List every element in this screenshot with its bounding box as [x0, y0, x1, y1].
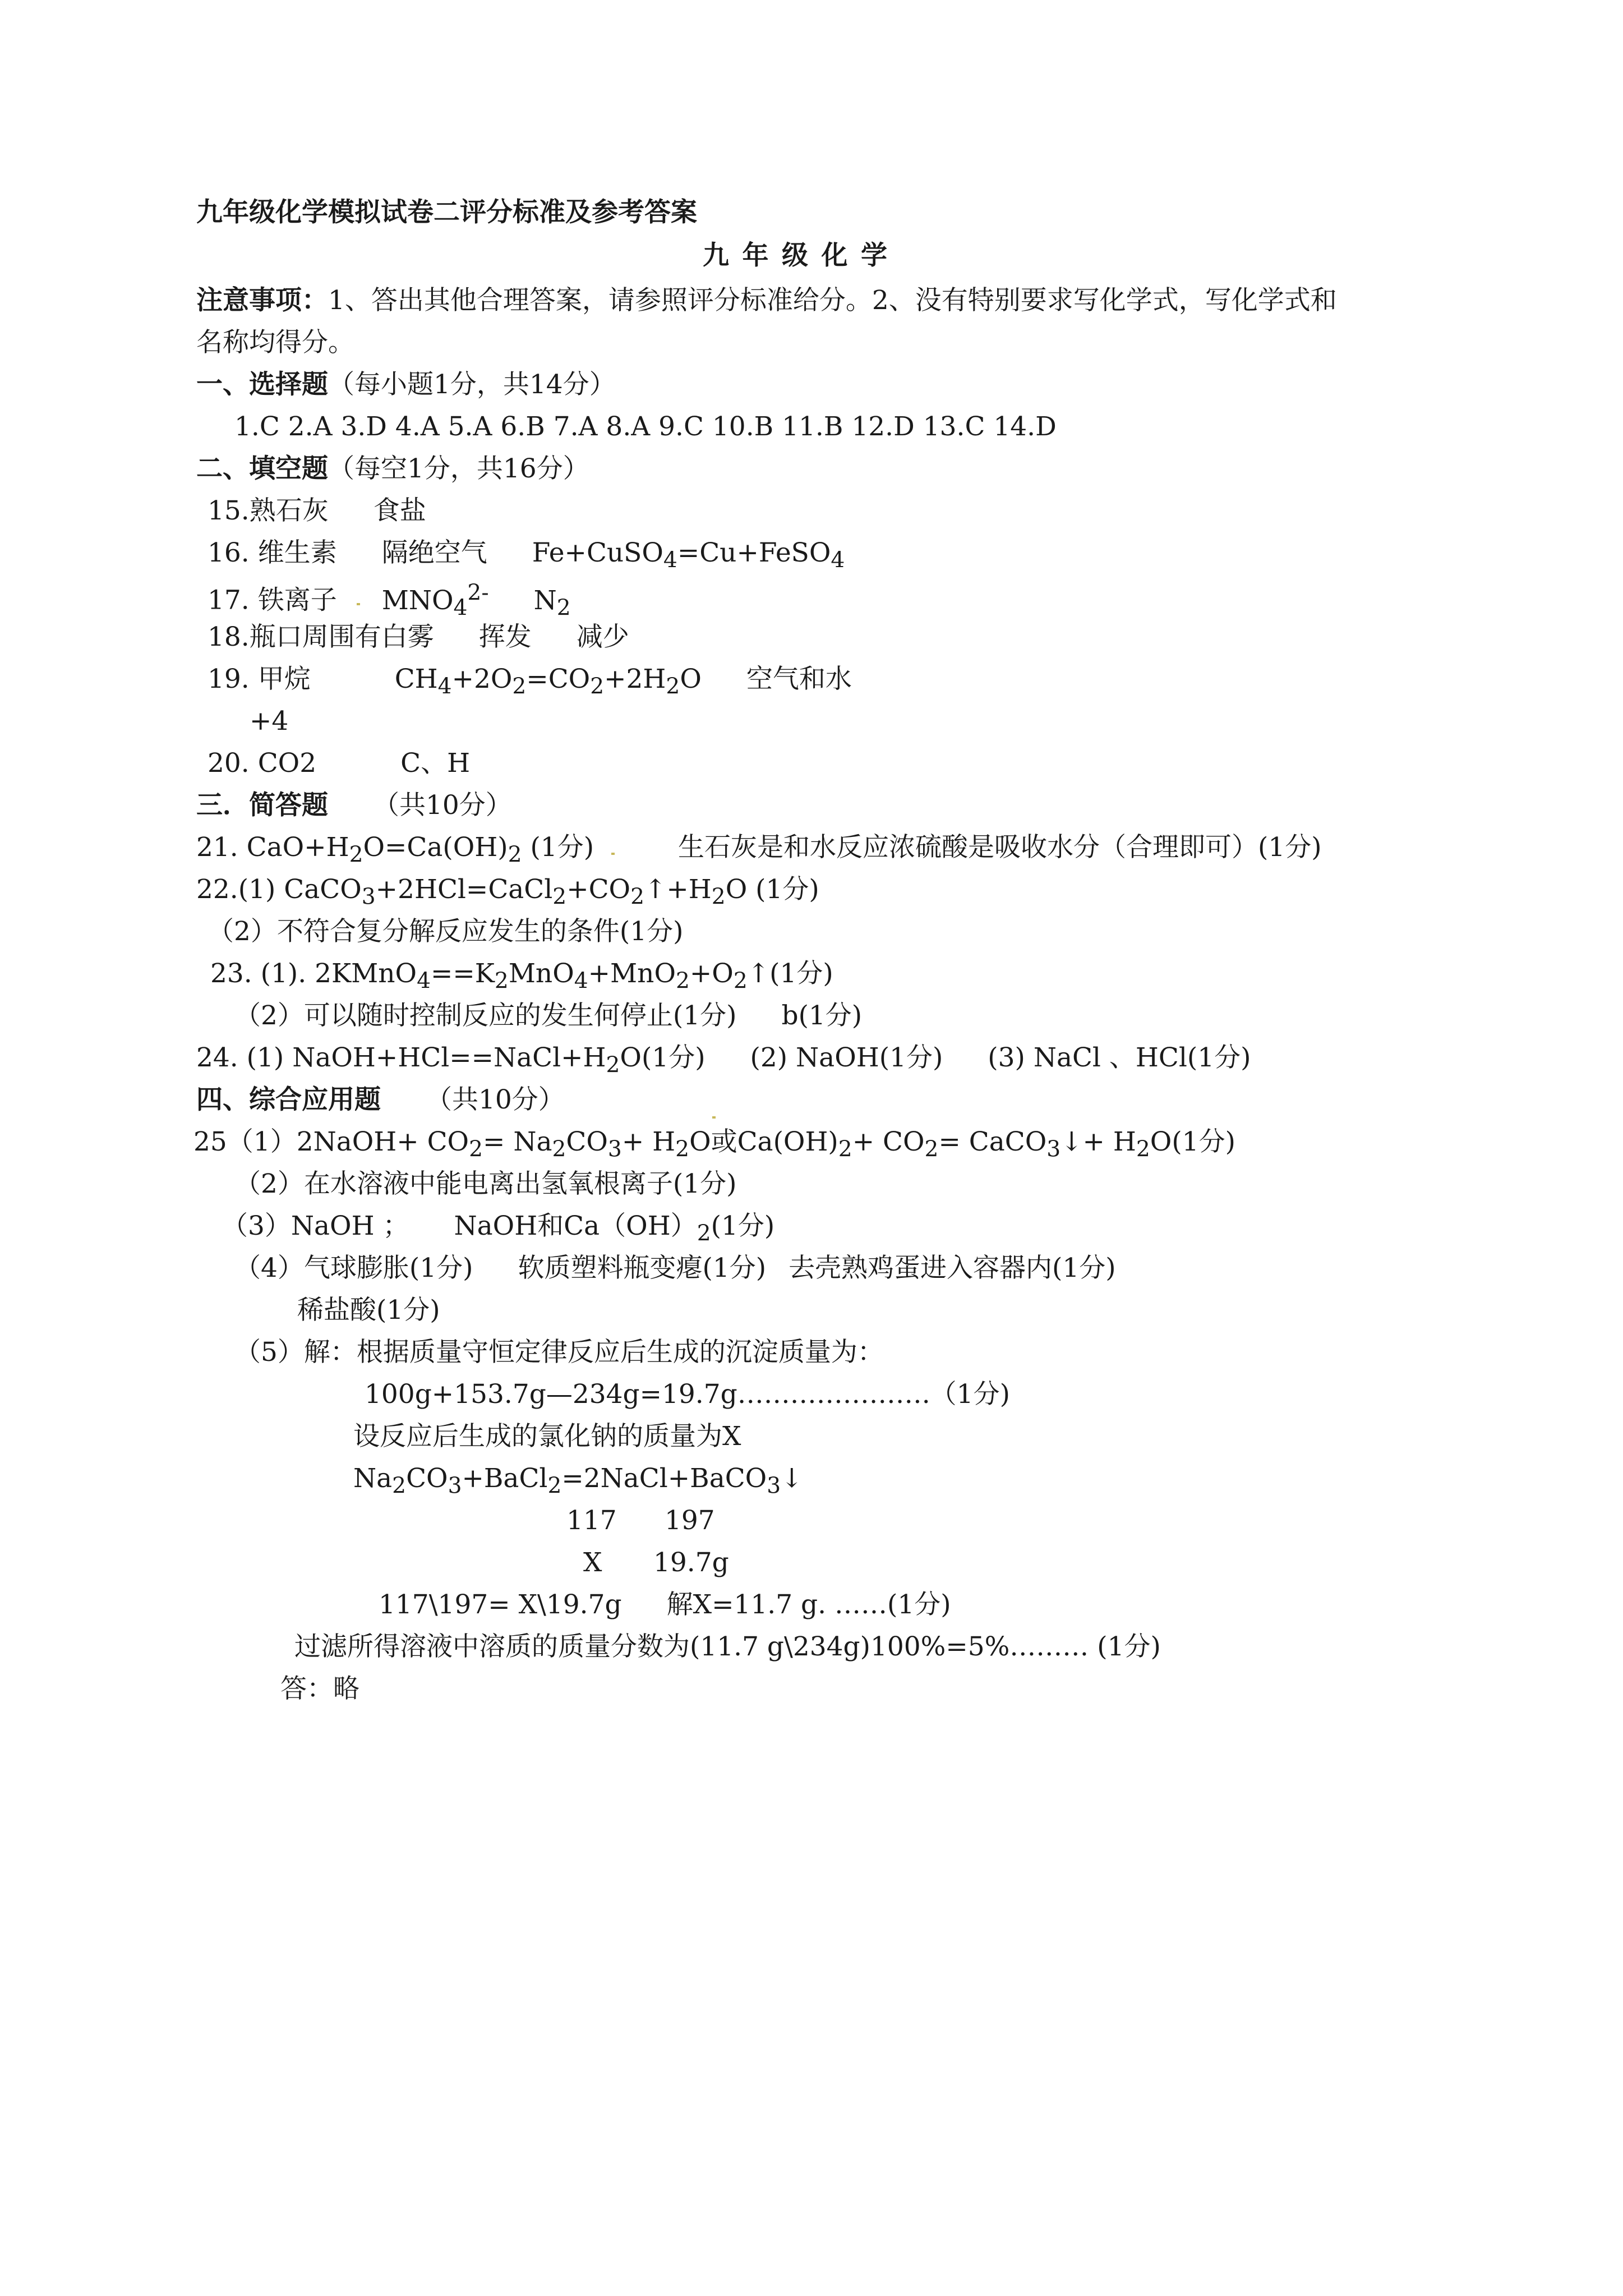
q22-part-2: （2）不符合复分解反应发生的条件(1分): [208, 916, 684, 947]
q18-num: 18.: [208, 622, 250, 652]
q25-part-5: （5）解：根据质量守恒定律反应后生成的沉淀质量为：: [234, 1337, 884, 1368]
q20-line: [208, 748, 471, 779]
calc-known-mass: 19.7g: [653, 1547, 729, 1578]
q25-part-2: （2）在水溶液中能电离出氢氧根离子(1分): [234, 1168, 737, 1199]
section-1-answers: 1.C 2.A 3.D 4.A 5.A 6.B 7.A 8.A 9.C 10.B 11.B 12.D 13.C 14.D: [234, 411, 1057, 442]
q15-answer-a: 熟石灰: [249, 495, 329, 526]
calc-solution: 解X=11.7 g. ……(1分): [666, 1589, 951, 1620]
calc-assume-line: 设反应后生成的氯化钠的质量为X: [353, 1421, 741, 1452]
notice-text-1: 1、答出其他合理答案，请参照评分标准给分。2、没有特别要求写化学式，写化学式和: [328, 285, 1337, 316]
calc-equation: $Na_2CO_3+BaCl_2=2NaCl+BaCO_3↓$: [353, 1463, 803, 1499]
q18-answer-b: 挥发: [478, 622, 532, 652]
q23-part-2-b: b(1分): [781, 1000, 863, 1031]
scan-speck: [357, 603, 360, 605]
q19-answer-b: $CH_4+2O_2=CO_2+2H_2O$: [394, 664, 702, 700]
section-3-note: （共10分）: [373, 790, 512, 821]
q23-part-2: [234, 1002, 862, 1029]
calc-unknown-x: X: [583, 1547, 602, 1578]
q19-answer-c: 空气和水: [746, 664, 852, 694]
q25-part-4-c: 去壳熟鸡蛋进入容器内(1分): [789, 1253, 1116, 1283]
subject-heading: 九年级化学: [703, 240, 901, 271]
q25-part-3: [222, 1213, 774, 1245]
calc-percent-line: 过滤所得溶液中溶质的质量分数为(11.7 g\234g)100%=5%……… (1分): [294, 1631, 1161, 1662]
notice-line-1: [196, 287, 1337, 314]
section-1-note: （每小题1分，共14分）: [328, 369, 616, 400]
q18-line: [208, 624, 629, 650]
q22-part-1: 22.(1) $CaCO_3+2HCl=CaCl_2+CO_2↑+H_2O$ (1分): [196, 874, 819, 910]
calc-ratio: 117\197= X\19.7g: [379, 1589, 622, 1620]
q21-answer-explanation: 生石灰是和水反应浓硫酸是吸收水分（合理即可）(1分): [678, 832, 1322, 863]
section-2-note: （每空1分，共16分）: [328, 453, 589, 484]
q25-part-4: [234, 1255, 1116, 1281]
q15-line: [208, 495, 426, 526]
q19-line: [208, 666, 852, 698]
answer-line: 答：略: [280, 1673, 359, 1704]
section-4-heading: 四、综合应用题: [196, 1084, 381, 1115]
q19-extra: +4: [250, 706, 289, 737]
section-3-heading-line: [196, 790, 512, 821]
calc-ratio-line: [379, 1591, 951, 1618]
section-1-heading: 一、选择题: [196, 369, 328, 400]
q25-part-3-a: （3）NaOH ；: [222, 1211, 409, 1241]
q24-part-2: (2) NaOH(1分): [750, 1042, 943, 1073]
calc-mass-line: 100g+153.7g—234g=19.7g………………….（1分): [365, 1379, 1010, 1410]
scan-speck: [712, 1116, 716, 1119]
q16-line: [208, 537, 845, 573]
section-4-heading-line: [196, 1084, 565, 1115]
q20-num: 20.: [208, 748, 250, 779]
q15-answer-b: 食盐: [373, 495, 426, 526]
notice-label: 注意事项：: [196, 285, 328, 316]
q17-num: 17.: [208, 585, 250, 616]
q15-num: 15.: [208, 495, 250, 526]
q25-part-1: 25（1）2NaOH+ $CO_2= Na_2CO_3+ H_2O$或$Ca(OH)_2+ CO_2=$ CaCO$_3$↓+ $H_2O(1$分): [193, 1126, 1235, 1162]
q16-answer-a: 维生素: [257, 537, 337, 568]
q18-answer-c: 减少: [576, 622, 629, 652]
document-title: 九年级化学模拟试卷二评分标准及参考答案: [196, 197, 697, 228]
notice-line-2: 名称均得分。: [196, 327, 354, 358]
q23-part-1: 23. (1). $2KMnO_4==K_2MnO_4+MnO_2+O_2↑(1$分): [210, 958, 833, 994]
section-1-heading-line: [196, 371, 616, 398]
scan-speck: [611, 853, 615, 855]
q25-part-4-line-2: 稀盐酸(1分): [297, 1295, 440, 1326]
q17-answer-c: $N_2$: [533, 585, 571, 621]
q24-line: [196, 1042, 1251, 1078]
calc-molar-mass-a: 117: [566, 1505, 617, 1536]
q25-part-4-b: 软质塑料瓶变瘪(1分): [518, 1253, 767, 1283]
q24-part-3: (3) NaCl 、HCl(1分): [988, 1042, 1251, 1073]
section-2-heading-line: [196, 455, 589, 482]
section-3-heading: 三．简答题: [196, 790, 328, 821]
section-4-note: （共10分）: [426, 1084, 565, 1115]
q16-answer-c: Fe+CuSO$_4$=Cu+FeSO$_4$: [532, 537, 845, 573]
q25-part-3-b: NaOH和$Ca(OH)_2(1$分): [454, 1211, 775, 1246]
section-2-heading: 二、填空题: [196, 453, 328, 484]
q17-answer-b: $MNO_4^{2-}$: [381, 580, 489, 621]
q16-answer-b: 隔绝空气: [381, 537, 487, 568]
q16-num: 16.: [208, 537, 250, 568]
q18-answer-a: 瓶口周围有白雾: [249, 622, 434, 652]
calc-molar-mass-b: 197: [665, 1505, 715, 1536]
q17-answer-a: 铁离子: [257, 585, 337, 616]
q17-line: [208, 582, 571, 619]
q25-part-4-a: （4）气球膨胀(1分): [234, 1253, 473, 1283]
q19-answer-a: 甲烷: [257, 664, 311, 694]
q21-line: 21. $CaO+H_2O=Ca(OH)_2$ (1分) 生石灰是和水反应浓硫酸是吸收水分（合理即可）(1分): [196, 832, 1322, 868]
q20-answer-b: C、H: [400, 748, 471, 779]
q20-answer-a: CO2: [257, 748, 317, 779]
q23-part-2-a: （2）可以随时控制反应的发生何停止(1分): [234, 1000, 737, 1031]
q24-part-1: 24. (1) $NaOH+HCl==NaCl+H_2O(1$分): [196, 1042, 706, 1078]
q19-num: 19.: [208, 664, 250, 694]
